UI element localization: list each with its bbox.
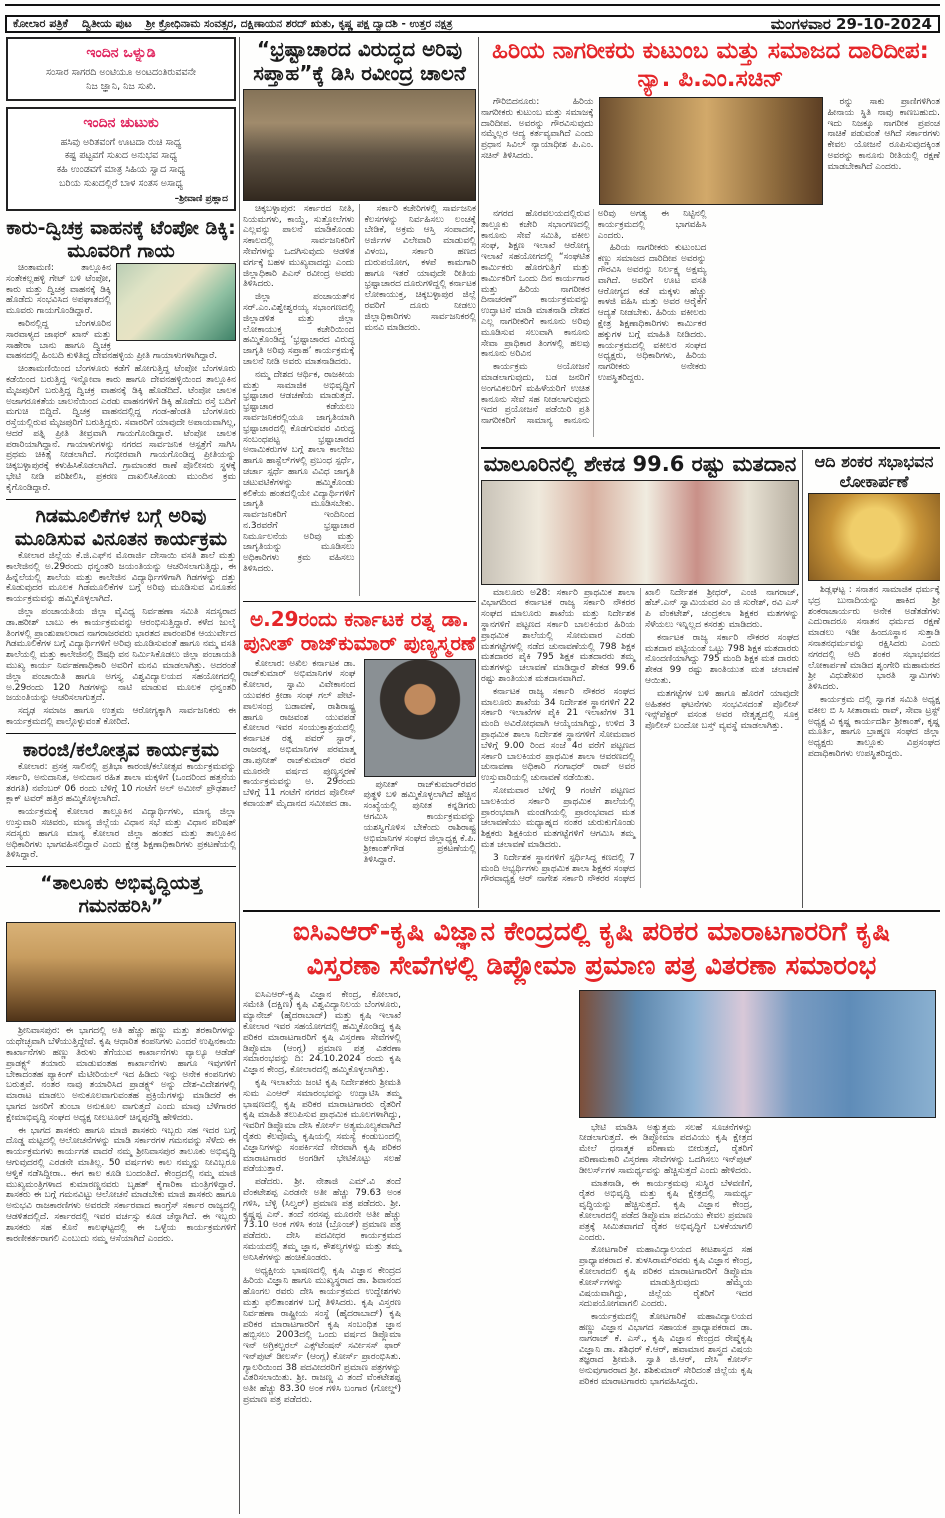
- paragraph: ಈ ಭಾಗದ ಶಾಸಕರು ಹಾಗೂ ಮಾಜಿ ಶಾಸಕರು ಇಬ್ಬರು ಸಹ ಇದರ ಬಗ್ಗೆ ದೊಡ್ಡ ಮಟ್ಟದಲ್ಲಿ ಆಲೋಚನೆಗಳನ್ನು ಮಾಡಿ ಸರ್ಕಾರಗಳ ಗಮನವನ್ನು ಸೆಳೆದು ಈ ಕಾರ್ಯಕ್ರಮಗಳು ಕಾರ್ಯಗತ ವಾದರೆ ನಮ್ಮ ಶ್ರೀನಿವಾಸಪುರ ತಾಲೂಕು ಅಭಿವೃದ್ಧಿ ಆಗುವುದರಲ್ಲಿ ಎರಡನೇ ಮಾತಿಲ್ಲ. 50 ವರ್ಷಗಳು ಕಾಲ ನಮ್ಮನ್ನು ನೀವಿಬ್ಬರೂ ಆಳ್ವಿಕೆ ನಡೆಸಿದ್ದೀರಾ.. ಈಗ ಕಾಲ ಕೂಡಿ ಬಂದಂತಿದೆ. ಕೇಂದ್ರದಲ್ಲಿ ನಮ್ಮ ಮಾಜಿ ಮುಖ್ಯಮಂತ್ರಿಗಳಾದ ಕುಮಾರಣ್ಣನವರು ಬೃಹತ್ ಕೈಗಾರಿಕಾ ಮಂತ್ರಿಗಳಿದ್ದಾರೆ. ಶಾಸಕರು ಈ ಬಗ್ಗೆ ಗಮನವಿಟ್ಟು ಆಲೋಚನೆ ಮಾಡಬೇಕು ಮಾಜಿ ಶಾಸಕರು ಹಾಗೂ ಅನುಭವಿ ರಾಜಕಾರಣಿಗಳು ಅವರದೇ ಸರ್ಕಾರವಾದ ಕಾಂಗ್ರೆಸ್ ಸರ್ಕಾರ ರಾಜ್ಯದಲ್ಲಿ ಆಡಳಿತದಲ್ಲಿದೆ. ಸರ್ಕಾರದಲ್ಲಿ ಇವರ ವರ್ಚಸ್ಸು ಕೂಡ ಚೆನ್ನಾಗಿದೆ. ಈ ಇಬ್ಬರು ಶಾಸಕರು ಸಹ ಕೊನೆ ಕಾಲಘಟ್ಟದಲ್ಲಿ ಈ ಒಳ್ಳೆಯ ಕಾರ್ಯಕ್ರಮಗಳಿಗೆ ಕಾರಣೀಕರ್ತರಾಗಲಿ ಎಂಬುದು ನಮ್ಮ ಆಸೆಯಾಗಿದೆ ಎಂದರು.: [6, 1125, 236, 1244]
- article-maluru: [481, 452, 799, 908]
- paragraph: ಕಾರ್ಯಕ್ರಮ ಅಯೋಜನೆ ಮಾಡಲಾಗುವುದು, ಬಡ ಜನರಿಗೆ ಅಂಗವಿಕಲರಿಗೆ ಮಹಿಳೆಯರಿಗೆ ಉಚಿತ ಕಾನೂನು ಸೇವೆ ಸಹ ನೀಡಲಾಗುವುದು ಇದರ ಪ್ರಯೋಜನೆ ಪಡೆಯಿರಿ ಪ್ರತಿ ನಾಗರೀಕರಿಗೆ ಸಾಮಾನ್ಯ ಕಾನೂನು ಅರಿವು ಅಗತ್ಯ ಈ ನಿಟ್ಟಿನಲ್ಲಿ ಕಾರ್ಯಕ್ರಮದಲ್ಲಿ ಭಾಗವಹಿಸಿ ಎಂದರು.: [481, 209, 707, 427]
- chutuku-author: –ಶ್ರೀವಾಣಿ ಪ್ರಹ್ಲಾದ: [174, 193, 228, 204]
- icar-right-block: [579, 990, 936, 1468]
- icar-body: [243, 990, 940, 1468]
- paragraph: ಕರ್ನಾಟಕ ರಾಜ್ಯ ಸರ್ಕಾರಿ ನೌಕರರ ಸಂಘದ ಮತದಾರ ಪಟ್ಟಿಯಂತೆ ಒಟ್ಟು 798 ಶಿಕ್ಷಕ ಮತದಾರರು ನೊಂದಣಿಯಾಗಿದ್ದು 795 ಮಂದಿ ಶಿಕ್ಷಕ ಮತ ದಾರರು ಶೇಕಡ 99 ರಷ್ಟು ಶಾಂತಿಯುತ ಮತ ಚಲಾವಣೆ ಆಯಿತು.: [645, 632, 799, 686]
- top-border-rule: [5, 4, 940, 6]
- maluru-body: [481, 588, 799, 888]
- seniors-left-text: [481, 97, 594, 205]
- paragraph: ಮತಗಟ್ಟೆಗಳ ಬಳಿ ಹಾಗೂ ಹೊರಗೆ ಯಾವುದೇ ಅಹಿತಕರ ಘಟನೆಗಳು ಸಂಭವಿಸದಂತೆ ಪೊಲೀಸ್ ಇನ್ಸ್‌ಪೆಕ್ಟರ್ ವಸಂತ ಅವರ ನೇತೃತ್ವದಲ್ಲಿ ಸೂಕ್ತ ಪೊಲೀಸ್ ಬಂದೋ ಬಸ್ತ್ ವ್ಯವಸ್ಥೆ ಮಾಡಲಾಗಿತ್ತು.: [645, 688, 799, 732]
- maluru-headline: ಮಾಲೂರಿನಲ್ಲಿ ಶೇಕಡ 99.6 ರಷ್ಟು ಮತದಾನ: [483, 452, 797, 476]
- karanji-body: [6, 762, 236, 861]
- article-taluk: [6, 872, 236, 1244]
- paragraph: ಕೃಷಿ ಇಲಾಖೆಯ ಜಂಟಿ ಕೃಷಿ ನಿರ್ದೇಶಕರು ಶ್ರೀಮತಿ ಸುಮ ಎಂಆರ್ ಸಮಾರಂಭವನ್ನು ಉದ್ಘಾಟಿಸಿ ತಮ್ಮ ಭಾಷಣದಲ್ಲಿ ಕೃಷಿ ಪರಿಕರ ಮಾರಾಟಗಾರರು ರೈತರಿಗೆ ಕೃಷಿ ಮಾಹಿತಿ ತಲುಪಿಸುವ ಪ್ರಾಥಮಿಕ ಮೂಲಗಳಾಗಿದ್ದು, ಇವರಿಗೆ ಡಿಪ್ಲೊಮಾ ದೇಸಿ ಕೋರ್ಸ್ ಅತ್ಯಮೂಲ್ಯಕವಾಗಿದೆ ರೈತರು ಕೆಲವೊಮ್ಮೆ ಕೃಷಿಯಲ್ಲಿ ಸಮಸ್ಯೆ ಕಂಡುಬಂದಲ್ಲಿ ವಿಜ್ಞಾನಿಗಳನ್ನು ಸಂಪರ್ಕಿಸದೆ ನೇರವಾಗಿ ಕೃಷಿ ಪರಿಕರ ಮಾರಾಟಗಾರರ ಅಂಗಡಿಗೆ ಭೇಟಿಕೊಟ್ಟು ಸಲಹೆ ಪಡೆಯುತ್ತಾರೆ.: [243, 1077, 401, 1175]
- seniors-body-columns: [481, 209, 940, 437]
- accident-hospital-photo: [116, 263, 236, 341]
- herbs-body: [6, 551, 236, 728]
- puneeth-left-column: [243, 659, 356, 868]
- paragraph: ತೋಟಗಾರಿಕೆ ಮಹಾವಿದ್ಯಾಲಯದ ಕೀಟಶಾಸ್ತ್ರದ ಸಹ ಪ್ರಾಧ್ಯಾಪಕರಾದ ಕೆ. ತುಳಸಿರಾಮ್‌ರವರು ಕೃಷಿ ವಿಜ್ಞಾನ ಕೇಂದ್ರ, ಕೋಲಾರದಲಿ ಕೃಷಿ ಪರಿಕರ ಮಾರಾಟಗಾರರಿಗೆ ಡಿಪ್ಲೊಮಾ ಕೋರ್ಸ್‌ಗಳನ್ನು ಮಾಡುತ್ತಿರುವುದು ಹೆಮ್ಮೆಯ ವಿಷಯವಾಗಿದ್ದು, ಜಿಲ್ಲೆಯ ರೈತರಿಗೆ ಇದರ ಸದುಪಯೋಗವಾಗಲಿ ಎಂದರು.: [579, 1245, 753, 1310]
- article-pledge: [243, 37, 476, 596]
- chutuku-line-4: ಬರಿಯ ಸುಖದಲ್ಲಿರೆ ಬಾಳ ಸಂತಸ ಅಸಾಧ್ಯ: [59, 177, 183, 189]
- paper-name: ಕೋಲಾರ ಪತ್ರಿಕೆ: [13, 17, 68, 30]
- shankara-body: [808, 585, 940, 760]
- shankara-headline: ಆದಿ ಶಂಕರ ಸಭಾಭವನ ಲೋಕಾರ್ಪಣೆ: [814, 452, 934, 491]
- icar-left-columns: [243, 990, 569, 1468]
- paragraph: ಚಿಕ್ಕಬಳ್ಳಾಪುರ: ಸರ್ಕಾರದ ನೀತಿ, ನಿಯಮಗಳು, ಕಾಯ್ದೆ, ಸುತ್ತೋಲೆಗಳು ಎಲ್ಲವನ್ನು ಪಾಲನೆ ಮಾಡಿಕೊಂಡು ಸಕಾಲದಲ್ಲಿ ಸಾರ್ವಜನಿಕರಿಗೆ ಸೇವೆಗಳನ್ನು ಒದಗಿಸುವುದು ಆಡಳಿತ ವರ್ಗಕ್ಕೆ ಬಹಳ ಮುಖ್ಯವಾದದ್ದು ಎಂದು ಜಿಲ್ಲಾಧಿಕಾರಿ ಪಿಎನ್ ರವೀಂದ್ರ ಅವರು ತಿಳಿಸಿದರು.: [243, 203, 355, 290]
- paragraph: ಪಡೆದರು. ಶ್ರೀ. ನೇತಾಜಿ ಎಮ್.ವಿ ತಂದೆ ವೆಂಕಟೇಶಪ್ಪ ಎರಡನೇ ಅತೀ ಹೆಚ್ಚು 79.63 ಅಂಕ ಗಳಿಸಿ, ಬೆಳ್ಳಿ (ಸಿಲ್ವರ್) ಪ್ರಮಾಣ ಪತ್ರ ಪಡೆದರು. ಶ್ರೀ. ಕೃಷ್ಣಪ್ಪ ಎನ್. ತಂದೆ ನರಸಪ್ಪ ಮೂರನೇ ಅತೀ ಹೆಚ್ಚು 73.10 ಅಂಕ ಗಳಿಸಿ ಕಂಚಿ (ಬ್ರೊಂಜ್) ಪ್ರಮಾಣ ಪತ್ರ ಪಡೆದರು. ದೇಸಿ ಪದವೀಧರ ಕಾರ್ಯಕ್ರಮದ ಸಮಯದಲ್ಲಿ ತಮ್ಮ ಜ್ಞಾನ, ಕೌಶಲ್ಯಗಳನ್ನು ಮತ್ತು ತಮ್ಮ ಅನಿಸಿಕೆಗಳನ್ನು ಹಂಚಿಕೊಂಡರು.: [243, 1177, 401, 1263]
- mid-section-rule: [481, 447, 940, 449]
- accident-body: [6, 263, 236, 494]
- paragraph: ಕಾರ್ಯಕ್ರಮ ದಲ್ಲಿ ಸ್ವಾಗತ ಸಮಿತಿ ಅಧ್ಯಕ್ಷ ವಕೀಲ ಬಿ ಸಿ ಸೀತಾರಾಮ ರಾವ್, ಸೇವಾ ಟ್ರಸ್ಟ್ ಅಧ್ಯಕ್ಷ ವಿ ಕೃಷ್ಣ ಕಾರ್ಯದರ್ಶಿ ಶ್ರೀಕಾಂತ್, ಕೃಷ್ಣ ಮೂರ್ತಿ, ಹಾಗೂ ಬ್ರಾಹ್ಮಣ ಸಂಘದ ಜಿಲ್ಲಾ ಅಧ್ಯಕ್ಷರು ತಾಲ್ಲೂಕು ವಿಪ್ರಸಂಘದ ಪದಾಧಿಕಾರಿಗಳು ಉಪಸ್ಥಿತರಿದ್ದರು.: [808, 695, 940, 759]
- article-karanji: [6, 739, 236, 861]
- pledge-headline: “ಭ್ರಷ್ಟಾಚಾರದ ವಿರುದ್ಧದ ಅರಿವು ಸಪ್ತಾಹ”ಕ್ಕೆ ಡಿಸಿ ರವೀಂದ್ರ ಚಾಲನೆ: [253, 37, 466, 86]
- article-shankara: [808, 452, 940, 908]
- paragraph: ಕರ್ನಾಟಕ ರಾಜ್ಯ ಸರ್ಕಾರಿ ನೌಕರರ ಸಂಘದ ಮಾಲೂರು ಶಾಖೆಯ 34 ನಿರ್ದೇಶಕ ಸ್ಥಾನಗಳಿಗೆ 22 ಸರ್ಕಾರಿ ಇಲಾಖೆಗಳ ಪೈಕಿ 21 ಇಲಾಖೆಗಳ 31 ಮಂದಿ ಅವಿರೋಧವಾಗಿ ಆಯ್ಕೆಯಾಗಿದ್ದು, ಉಳಿದ 3 ಪ್ರಾಥಮಿಕ ಶಾಲಾ ನಿರ್ದೇಶಕ ಸ್ಥಾನಗಳಿಗೆ ಸೋಮವಾರ ಬೆಳಿಗ್ಗೆ 9.00 ರಿಂದ ಸಂಜೆ 4ರ ವರೆಗೆ ಪಟ್ಟಣದ ಸರ್ಕಾರಿ ಬಾಲಕಿಯರ ಪ್ರಾಥಮಿಕ ಶಾಲಾ ಆವರಣದಲ್ಲಿ ಚುನಾವಣಾ ಅಧಿಕಾರಿ ಗಂಗಾಧರ್ ರಾವ್ ಅವರ ಉಸ್ತುವಾರಿಯಲ್ಲಿ ಚುನಾವಣೆ ನಡೆಯಿತು.: [481, 686, 635, 784]
- paragraph: ಭೇಟಿ ಮಾಡಿಸಿ ಅತ್ಯುತ್ತಮ ಸಲಹೆ ಸೂಚನೆಗಳನ್ನು ನೀಡಲಾಗುತ್ತದೆ. ಈ ಡಿಪ್ಲೋಮಾ ಪದವಿಯು ಕೃಷಿ ಕ್ಷೇತ್ರದ ಮೇಲೆ ಧನಾತ್ಮಕ ಪರಿಣಾಮ ಬೀರುತ್ತದೆ, ರೈತರಿಗೆ ಪರಿಣಾಮಕಾರಿ ವಿಸ್ತರಣಾ ಸೇವೆಗಳನ್ನು ಒದಗಿಸಲು ಇನ್‌ಪುಟ್ ಡೀಲರ್ಸ್‌ಗಳ ಸಾಮರ್ಥ್ಯವನ್ನು ಹೆಚ್ಚಿಸುತ್ತದೆ ಎಂದು ಹೇಳಿದರು.: [579, 1122, 753, 1176]
- column-divider: [478, 37, 479, 908]
- puneeth-portrait-photo: [364, 659, 477, 777]
- shankara-chariot-photo: [808, 493, 940, 581]
- paragraph: ಮಾತನಾಡಿ, ಈ ಕಾರ್ಯಕ್ರಮವು ಸುಸ್ಥಿರ ಬೆಳವಣಿಗೆ, ರೈತರ ಅಭಿವೃದ್ಧಿ ಮತ್ತು ಕೃಷಿ ಕ್ಷೇತ್ರದಲ್ಲಿ ಸಾಮರ್ಥ್ಯ ವೃದ್ಧಿಯನ್ನು ಹೆಚ್ಚಿಸುತ್ತದೆ. ಕೃಷಿ ವಿಜ್ಞಾನ ಕೇಂದ್ರ, ಕೋಲಾರದಲ್ಲಿ ಪಡೆದ ಡಿಪ್ಲೊಮಾ ಪದವಿಯು ಕೇವಲ ಪ್ರಮಾಣ ಪತ್ರಕ್ಕೆ ಸೀಮಿತವಾಗದೆ ರೈತರ ಅಭಿವೃದ್ಧಿಗೆ ಬಳಕೆಯಾಗಲಿ ಎಂದರು.: [579, 1178, 753, 1243]
- almanac-line: ಶ್ರೀ ಕ್ರೋಧಿನಾಮ ಸಂವತ್ಸರ, ದಕ್ಷಿಣಾಯನ ಶರದ್ ಋತು, ಕೃಷ್ಣ ಪಕ್ಷ ದ್ವಾದಶಿ - ಉತ್ತರ ನಕ್ಷತ್ರ: [145, 17, 453, 30]
- paragraph: 3 ನಿರ್ದೇಶಕ ಸ್ಥಾನಗಳಿಗೆ ಸ್ಪರ್ಧಿಸಿದ್ದ ಕಣದಲ್ಲಿ 7 ಮಂದಿ ಅಭ್ಯರ್ಥಿಗಳು ಪ್ರಾಥಮಿಕ ಶಾಲಾ ಶಿಕ್ಷಕರ ಸಂಘದ ಗೌರವಾಧ್ಯಕ್ಷ ಆರ್ ನಾಗೇಶ ಸರ್ಕಾರಿ ನೌಕರರ ಸಂಘದ ಖಾಲಿ ನಿರ್ದೇಶಕ ಶ್ರೀಧರ್, ಎಂಜಿ ನಾಗರಾಜ್, ಹೆಚ್.ಎನ್ ಸ್ವಾಮಿಯವರ ಎಂ ಜಿ ಸುರೇಶ್, ರವಿ ಎಸ್ ಪಿ ವೆಂಕಟೇಶ್, ಚಂದ್ರಕಲಾ ಶಿಕ್ಷಕರ ಮತಗಳನ್ನು ಸೆಳೆಯಲು ಇನ್ನಿಲ್ಲದ ಕಸರತ್ತು ಮಾಡಿದರು.: [481, 587, 799, 885]
- anti-corruption-pledge-photo: [243, 89, 476, 201]
- chutuku-box-title: ಇಂದಿನ ಚುಟುಕು: [83, 114, 159, 131]
- paragraph: ನಗರದ ಹೊರವಲಯದಲ್ಲಿರುವ ತಾಲ್ಲೂಕು ಕಚೇರಿ ಸಭಾಂಗಣದಲ್ಲಿ ಕಾನೂನು ಸೇವೆ ಸಮಿತಿ, ವಕೀಲ ಸಂಘ, ಶಿಕ್ಷಣ ಇಲಾಖೆ ಆರೋಗ್ಯ ಇಲಾಖೆ ಸಹಯೋಗದಲ್ಲಿ “ಸಂಘಟಿತ ಕಾರ್ಮಿಕರು ಹೊರಗುತ್ತಿಗೆ ಮತ್ತು ಕಾರ್ಮಿಕರಿಗೆ ಒಂದು ದಿನ ಕಾರ್ಯಗಾರ ಮತ್ತು ಹಿರಿಯ ನಾಗರೀಕರ ದಿನಾಚರಣೆ” ಕಾರ್ಯಕ್ರಮವನ್ನು ಉದ್ಘಾಟನೆ ಮಾಡಿ ಮಾತನಾಡಿ ದೇಶದ ಎಲ್ಲ ನಾಗರೀಕರಿಗೆ ಕಾನೂನು ಅರಿವು ಮೂಡಿಸುವ ಸಲುವಾಗಿ ಕಾನೂನು ಸೇವಾ ಪ್ರಾಧಿಕಾರ ತಿಂಗಳಲ್ಲಿ ಹಲವು ಕಾನೂನು ಅರಿವಿನ: [481, 209, 590, 360]
- paragraph: ಜಿಲ್ಲಾ ಪಂಚಾಯತಿಯ ಜಿಲ್ಲಾ ವೈವಿಧ್ಯ ನಿರ್ವಹಣಾ ಸಮಿತಿ ಸದಸ್ಯರಾದ ಡಾ.ಹರೀಶ್ ಬಾಬು ಈ ಕಾರ್ಯಕ್ರಮವನ್ನು ಆರಂಭಿಸುತ್ತಿದ್ದಾರೆ. ಕಳೆದ ಜುಲೈ ತಿಂಗಳಲ್ಲಿ ಪ್ರಾಂಶುಪಾಲರಾದ ನಾಗರಾಜರವರು ಭಾರತದ ಪಾರಂಪರಿಕ ಆಯುರ್ವೇದ ಗಿಡಮೂಲಿಕೆಗಳ ಬಗ್ಗೆ ವಿದ್ಯಾರ್ಥಿಗಳಿಗೆ ಅರಿವು ಮೂಡಿಸುವಂತೆ ಹಾಗೂ ನಮ್ಮ ವಸತಿ ಶಾಲೆಯಲ್ಲಿ ಮತ್ತು ಕಾಲೇಜಿನಲ್ಲಿ ಔಷಧಿ ವನ ನಿರ್ಮಿಸಿಕೊಡಲು ಜಿಲ್ಲಾ ಪಂಚಾಯತಿ ಮುಖ್ಯ ಕಾರ್ಯ ನಿರ್ವಹಣಾಧಿಕಾರಿ ಅವರಿಗೆ ಮನವಿ ಮಾಡಲಾಗಿತ್ತು. ಅದರಂತೆ ಜಿಲ್ಲಾ ಪಂಚಾಯಿತಿ ಹಾಗೂ ಅಗಸ್ತ್ಯ ವಿಶ್ವವಿದ್ಯಾಲಯದ ಸಹಯೋಗದಲ್ಲಿ ಅ.29ರಂದು 120 ಗಿಡಗಳನ್ನು ನಾಟಿ ಮಾಡುವ ಮೂಲಕ ಧನ್ವಂತರಿ ಜಯಂತಿಯನ್ನು ಆಚರಿಸಲಾಗುತ್ತದೆ.: [6, 607, 236, 704]
- puneeth-right-column: [364, 659, 477, 868]
- paragraph: ಅಧ್ಯಕ್ಷೀಯ ಭಾಷಣದಲ್ಲಿ ಕೃಷಿ ವಿಜ್ಞಾನ ಕೇಂದ್ರದ ಹಿರಿಯ ವಿಜ್ಞಾನಿ ಹಾಗೂ ಮುಖ್ಯಸ್ಥರಾದ ಡಾ. ಶಿವಾನಂದ ಹೊಂಗಲ ರವರು ದೇಸಿ ಕಾರ್ಯಕ್ರಮದ ಉದ್ದೇಶಗಳು ಮತ್ತು ಫಲಿತಾಂಶಗಳ ಬಗ್ಗೆ ತಿಳಿಸಿದರು. ಕೃಷಿ ವಿಸ್ತರಣ ನಿರ್ವಹಣಾ ರಾಷ್ಟ್ರೀಯ ಸಂಸ್ಥೆ (ಹೈದರಾಬಾದ್) ಕೃಷಿ ಪರಿಕರ ಮಾರಾಟಗಾರರಿಗೆ ಕೃಷಿ ಸಂಬಂಧಿತ ಜ್ಞಾನ ಹಬ್ಬಿಸಲು 2003ದಲ್ಲಿ ಒಂದು ವರ್ಷದ ಡಿಪ್ಲೊಮಾ ಇನ್ ಅಗ್ರಿಕಲ್ಚರಲ್ ಎಕ್ಸ್‌ಟೆಂಷನ್ ಸರ್ವೀಸಸ್ ಫಾರ್ ಇನ್‌ಪುಟ್ ಡೀಲರ್ಸ್ (ಆಂಗ್ಲ) ಕೋರ್ಸ್ ಪ್ರಾರಂಭಿಸಿತು. ಗ್ಯಾಲರಿಯಿಂದ 38 ಪದವೀದರರಿಗೆ ಪ್ರಮಾಣ ಪತ್ರಗಳನ್ನು ವಿತರಿಸಲಾಯಿತು. ಶ್ರೀ. ರಾಜಣ್ಣ ವಿ ತಂದೆ ವೆಂಕಟೇಶಪ್ಪ ಅತೀ ಹೆಚ್ಚು 83.30 ಅಂಕ ಗಳಿಸಿ ಬಂಗಾರ (ಗೋಲ್ಡ್) ಪ್ರಮಾಣ ಪತ್ರ ಪಡೆದರು.: [243, 1265, 401, 1406]
- paragraph: ಕೋಲಾರ: ಪ್ರಸಕ್ತ ಸಾಲಿನಲ್ಲಿ ಪ್ರತಿಭಾ ಕಾರಂಜಿ/ಕಲೋತ್ಸವ ಕಾರ್ಯಕ್ರಮವನ್ನು ಸರ್ಕಾರಿ, ಅನುದಾನಿತ, ಅನುದಾನ ರಹಿತ ಶಾಲಾ ಮಕ್ಕಳಿಗೆ (ಒಂದರಿಂದ ಹತ್ತನೆಯ ತರಗತಿ) ನವೆಂಬರ್ 06 ರಂದು ಬೆಳಿಗ್ಗೆ 10 ಗಂಟೆಗೆ ಅಲ್ ಅಮೀನ್ ಪ್ರೌಢಶಾಲೆ ಕ್ಲಾಕ್ ಟವರ್ ಹತ್ತಿರ ಹಮ್ಮಿಕೊಳ್ಳಲಾಗಿದೆ.: [6, 761, 236, 805]
- chutuku-line-2: ಕಷ್ಟ ಪಟ್ಟವಗೆ ಸುಖದ ಅನುಭವ ಸಾಧ್ಯ: [64, 150, 178, 162]
- icar-certificate-ceremony-photo: [579, 990, 936, 1118]
- seniors-photo-row: [481, 97, 940, 205]
- article-accident: [6, 217, 236, 494]
- maluru-garland-group-photo: [481, 480, 799, 585]
- paragraph: ಕೋಲಾರ ಜಿಲ್ಲೆಯ ಕೆ.ಜಿ.ಎಫ್‌ನ ಮೊರಾರ್ಜಿ ದೇಸಾಯಿ ವಸತಿ ಶಾಲೆ ಮತ್ತು ಕಾಲೇಜಿನಲ್ಲಿ ಅ.29ರಂದು ಧನ್ವಂತರಿ ಜಯಂತಿಯನ್ನು ಆಚರಿಸಲಾಗುತ್ತಿದ್ದು, ಈ ಹಿನ್ನೆಲೆಯಲ್ಲಿ ಶಾಲೆಯ ಮತ್ತು ಕಾಲೇಜಿನ ವಿದ್ಯಾರ್ಥಿಗಳಿಗಾಗಿ ಗಿಡಗಳನ್ನು ದತ್ತು ಕೊಡುವುದರ ಮೂಲಕ ಗಿಡಮೂಲಿಕೆಗಳ ಬಗ್ಗೆ ಅರಿವು ಮೂಡಿಸುವ ವಿನೂತನ ಕಾರ್ಯಕ್ರಮವನ್ನು ಹಮ್ಮಿಕೊಳ್ಳಲಾಗಿದೆ.: [6, 551, 236, 605]
- herbs-headline: ಗಿಡಮೂಲಿಕೆಗಳ ಬಗ್ಗೆ ಅರಿವು ಮೂಡಿಸುವ ವಿನೂತನ ಕಾರ್ಯಕ್ರಮ: [14, 504, 228, 550]
- quote-line-1: ಸಂಸಾರ ಸಾಗರದಿ ಅಂಟಿಯೂ ಅಂಟದಂತಿರುವವನೇ: [45, 67, 197, 78]
- paragraph: ಕಾರ್ಯಕ್ರಮಕ್ಕೆ ಕೋಲಾರ ತಾಲ್ಲೂಕಿನ ವಿದ್ಯಾರ್ಥಿಗಳು, ಮಾನ್ಯ ಜಿಲ್ಲಾ ಉಸ್ತುವಾರಿ ಸಚಿವರು, ಮಾನ್ಯ ಜಿಲ್ಲೆಯ ವಿಧಾನ ಸಭೆ ಮತ್ತು ವಿಧಾನ ಪರಿಷತ್ ಸದಸ್ಯರು ಹಾಗೂ ಮಾನ್ಯ ಕೋಲಾರ ಜಿಲ್ಲಾ ಹಂತದ ಮತ್ತು ತಾಲ್ಲೂಕಿನ ಅಧಿಕಾರಿಗಳು ಭಾಗವಹಿಸಲಿದ್ದಾರೆ ಎಂದು ಕ್ಷೇತ್ರ ಶಿಕ್ಷಣಾಧಿಕಾರಿಗಳು ಪ್ರಕಟಣೆಯಲ್ಲಿ ತಿಳಿಸಿದ್ದಾರೆ.: [6, 807, 236, 861]
- paragraph: ಸದೃಢ ಸಮಾಜ ಹಾಗೂ ಉತ್ತಮ ಆರೋಗ್ಯಕ್ಕಾಗಿ ಸಾರ್ವಜನಿಕರು ಈ ಕಾರ್ಯಕ್ರಮದಲ್ಲಿ ಪಾಲ್ಗೊಳ್ಳುವಂತೆ ಕೋರಿದೆ.: [6, 706, 236, 727]
- paragraph: ಕಾರಿನಲ್ಲಿದ್ದ ಬೆಂಗಳೂರಿನ ಸಾರವಾಳ್ಯದ ಜಾಫರ್ ಖಾನ್ ಮತ್ತು ಸಾಹೇರಾ ಬಾನು ಹಾಗೂ ದ್ವಿಚಕ್ರ ವಾಹನದಲ್ಲಿ ಹಿಂಬದಿ ಕುಳಿತಿದ್ದ ದೇವನಹಳ್ಳಿಯ ಪ್ರೀತಿ ಗಾಯಾಳುಗಳಾಗಿದ್ದಾರೆ.: [6, 318, 218, 362]
- article-seniors: [481, 37, 940, 445]
- masthead: [5, 15, 940, 33]
- chutuku-line-3: ಕಹಿ ಉಂಡವಗೆ ಮಾತ್ರ ಸಿಹಿಯ ಸ್ವಾದ ಸಾಧ್ಯ: [56, 164, 186, 176]
- seniors-right-text: [828, 97, 941, 205]
- paragraph: ಕಾರ್ಯಕ್ರಮದಲ್ಲಿ ತೋಟಗಾರಿಕೆ ಮಹಾವಿದ್ಯಾಲಯದ ಹಣ್ಣು ವಿಜ್ಞಾನ ವಿಭಾಗದ ಸಹಾಯಕ ಪ್ರಾಧ್ಯಾಪಕರಾದ ಡಾ. ನಾಗರಾಜ್ ಕೆ. ಎಸ್., ಕೃಷಿ ವಿಜ್ಞಾನ ಕೇಂದ್ರದ ರೇಷ್ಮೆಕೃಷಿ ವಿಜ್ಞಾನಿ ಡಾ. ಶಶಿಧರ್ ಕೆ.ಆರ್, ಹವಾಮಾನ ಶಾಸ್ತ್ರದ ವಿಷಯ ತಜ್ಞರಾದ ಶ್ರೀಮತಿ. ಸ್ವಾತಿ ಜಿ.ಆರ್, ದೇಸಿ ಕೋರ್ಸ್ ಅನುವುಗಾರರಾದ ಶ್ರೀ. ಶಶಿಕುಮಾರ್ ಸೇರಿದಂತೆ ಜಿಲ್ಲೆಯ ಕೃಷಿ ಪರಿಕರ ಮಾರಾಟಗಾರರು ಭಾಗವಹಿಸಿದ್ದರು.: [579, 1312, 753, 1387]
- divider-rule: [6, 866, 236, 867]
- karanji-headline: ಕಾರಂಜಿ/ಕಲೋತ್ಸವ ಕಾರ್ಯಕ್ರಮ: [22, 738, 220, 761]
- paragraph: ಶ್ರೀನಿವಾಸಪುರ: ಈ ಭಾಗದಲ್ಲಿ ಅತಿ ಹೆಚ್ಚು ಹಣ್ಣು ಮತ್ತು ತರಕಾರಿಗಳನ್ನು ಯಥೇಚ್ಛವಾಗಿ ಬೆಳೆಯುತ್ತಿದ್ದೇವೆ. ಕೃಷಿ ಆಧಾರಿತ ಕಂಪನಿಗಳು ಎಂದರೆ ಉಪ್ಪಿನಕಾಯಿ ಕಾರ್ಖಾನೆಗಳು ಹಣ್ಣು ತಿರುಳು ತೆಗೆಯುವ ಕಾರ್ಖಾನೆಗಳು ವ್ಯಾಲ್ಯೂ ಆಡೆಡ್ ಪ್ರಾಡಕ್ಟ್ಸ್ ತಯಾರು ಮಾಡುವಂತಹ ಕಾರ್ಖಾನೆಗಳು ಹಾಗೂ ಇವುಗಳಿಗೆ ಬೇಕಾದಂತಹ ಪ್ಯಾಕಿಂಗ್ ಮೆಟೀರಿಯಲ್ ಇದ ಹಿಡಿದು ಇನ್ನು ಅನೇಕ ಕಂಪನಿಗಳು ಬರುತ್ತವೆ. ನಂತರ ನಾವು ತಯಾರಿಸಿದ ಪ್ರಾಡಕ್ಟ್ಸ್ ಅನ್ನು ದೇಶ-ವಿದೇಶಗಳಲ್ಲಿ ಮಾರಾಟ ಮಾಡಲು ಅನುಕೂಲವಾಗುವಂತಹ ಪ್ರಕ್ರಿಯೆಗಳನ್ನು ಮಾಡಿದರೆ ಈ ಭಾಗದ ಜನರಿಗೆ ತುಂಬಾ ಅನುಕೂಲ ವಾಗುತ್ತದೆ ಎಂದು ಮಾವು ಬೆಳೆಗಾರರ ಕ್ಷೇಮಾಭಿವೃದ್ಧಿ ಸಂಘದ ಅಧ್ಯಕ್ಷ ನೀಲಟೂರ್ ಚಿನ್ನಪ್ಪರೆಡ್ಡಿ ಹೇಳಿದರು.: [6, 1026, 236, 1123]
- todays-chutuku-box: [6, 107, 236, 211]
- divider-rule: [6, 499, 236, 500]
- article-puneeth: [243, 607, 476, 868]
- puneeth-headline: ಅ.29ರಂದು ಕರ್ನಾಟಕ ರತ್ನ ಡಾ. ಪುನೀತ್ ರಾಜ್‌ಕುಮಾರ್ ಪುಣ್ಯಸ್ಮರಣೆ: [243, 606, 476, 656]
- paragraph: ಮಾಲೂರು ಅ28: ಸರ್ಕಾರಿ ಪ್ರಾಥಮಿಕ ಶಾಲಾ ವಿಭಾಗದಿಂದ ಕರ್ನಾಟಕ ರಾಜ್ಯ ಸರ್ಕಾರಿ ನೌಕರರ ಸಂಘದ ಮಾಲೂರು ಶಾಖೆಯ ಮತ್ತು ನಿರ್ದೇಶಕ ಸ್ಥಾನಗಳಿಗೆ ಪಟ್ಟಣದ ಸರ್ಕಾರಿ ಬಾಲಕಿಯರ ಹಿರಿಯ ಪ್ರಾಥಮಿಕ ಶಾಲೆಯಲ್ಲಿ ಸೋಮವಾರ ಎರಡು ಮತಗಟ್ಟೆಗಳಲ್ಲಿ ನಡೆದ ಚುನಾವಣೆಯಲ್ಲಿ 798 ಶಿಕ್ಷಕ ಮತದಾರರ ಪೈಕಿ 795 ಶಿಕ್ಷಕ ಮತದಾರರು ತಮ್ಮ ಮತಗಳನ್ನು ಚಲಾವಣೆ ಮಾಡಿದ್ದಾರೆ ಶೇಕಡ 99.6 ರಷ್ಟು ಶಾಂತಿಯುತ ಮತದಾನವಾಗಿದೆ.: [481, 587, 635, 684]
- accident-headline: ಕಾರು-ದ್ವಿಚಕ್ರ ವಾಹನಕ್ಕೆ ಟೆಂಪೋ ಡಿಕ್ಕಿ: ಮೂವರಿಗೆ ಗಾಯ: [6, 216, 236, 262]
- divider-rule: [243, 601, 476, 602]
- paragraph: ಐಸಿಎಆರ್-ಕೃಷಿ ವಿಜ್ಞಾನ ಕೇಂದ್ರ, ಕೋಲಾರ, ಸಮೇತಿ (ದಕ್ಷಿಣ) ಕೃಷಿ ವಿಶ್ವವಿದ್ಯಾನಿಲಯ ಬೆಂಗಳೂರು, ಮ್ಯಾನೇಜ್ (ಹೈದರಾಬಾದ್) ಮತ್ತು ಕೃಷಿ ಇಲಾಖೆ ಕೋಲಾರ ಇವರ ಸಹಯೋಗದಲ್ಲಿ ಹಮ್ಮಿಕೊಂಡಿದ್ದ ಕೃಷಿ ಪರಿಕರ ಮಾರಾಟಗಾರರಿಗೆ ಕೃಷಿ ವಿಸ್ತರಣಾ ಸೇವೆಗಳಲ್ಲಿ ಡಿಪ್ಲೊಮಾ (ಆಂಗ್ಲ) ಪ್ರಮಾಣ ಪತ್ರ ವಿತರಣಾ ಸಮಾರಂಭವನ್ನು ದಿ: 24.10.2024 ರಂದು ಕೃಷಿ ವಿಜ್ಞಾನ ಕೇಂದ್ರ, ಕೋಲಾರದಲ್ಲಿ ಹಮ್ಮಿಕೊಳ್ಳಲಾಗಿತ್ತು.: [243, 989, 401, 1076]
- taluk-leaders-photo: [6, 922, 236, 1022]
- paragraph: ರನ್ನು ಸಾಕು ಪ್ರಾಣಿಗಳಿಗಿಂತ ಹೀನಾಯ ಸ್ಥಿತಿ ನಾವು ಕಾಣಬಹುದು. ಇದು ನಿಜಕ್ಕೂ ನಾಗರೀಕ ಪ್ರಪಂಚ ನಾಚಿಕೆ ಪಡುವಂತೆ ಆಗಿದೆ ಸರ್ಕಾರಗಳು ಕೇವಲ ಯೋಜನೆ ರೂಪಿಸುವುದಕ್ಕಿಂತ ಅವರನ್ನು ಕಾನೂನು ರೀತಿಯಲ್ಲಿ ರಕ್ಷಣೆ ಮಾಡಬೇಕಾಗಿದೆ ಎಂದರು.: [827, 97, 940, 172]
- paragraph: ಹಿರಿಯ ನಾಗರೀಕರು ಕುಟುಂಬದ ಕಣ್ಣು ಸಮಾಜದ ದಾರಿದೀಪ ಅವರನ್ನು ಗೌರವಿಸಿ ಅವರನ್ನು ನಿರ್ಲಕ್ಷ್ಯ ಅಕ್ಷಮ್ಯ ವಾಗಿದೆ. ಅವರಿಗೆ ಊಟ ವಸತಿ ಆರೋಗ್ಯದ ಕಡೆ ಮಕ್ಕಳು ಹೆಚ್ಚು ಕಾಳಜಿ ವಹಿಸಿ ಮತ್ತು ಅವರ ಆರೈಕೆಗೆ ಆದ್ಯತೆ ನೀಡಬೇಕು. ಹಿರಿಯ ವಕೀಲರು ಕ್ಷೇತ್ರ ಶಿಕ್ಷಣಾಧಿಕಾರಿಗಳು ಕಾರ್ಮಿಕರ ಹಕ್ಕುಗಳ ಬಗ್ಗೆ ಮಾಹಿತಿ ನೀಡಿದರು. ಕಾರ್ಯಕ್ರಮದಲ್ಲಿ ವಕೀಲರ ಸಂಘದ ಅಧ್ಯಕ್ಷರು, ಅಧಿಕಾರಿಗಳು, ಹಿರಿಯ ನಾಗರೀಕರು ಅನೇಕರು ಉಪಸ್ಥಿತರಿದ್ದರು.: [597, 243, 707, 384]
- article-herbs: [6, 505, 236, 728]
- paragraph: ಚಿಂತಾಮಣಿ: ತಾಲ್ಲೂಕಿನ ಸಂತೇಕಲ್ಲಹಳ್ಳಿ ಗೇಟ್ ಬಳಿ ಟೆಂಪೋ, ಕಾರು ಮತ್ತು ದ್ವಿಚಕ್ರ ವಾಹನಕ್ಕೆ ಡಿಕ್ಕಿ ಹೊಡೆದು ಸಂಭವಿಸಿದ ಅಪಘಾತದಲ್ಲಿ ಮೂವರು ಗಾಯಗೊಂಡಿದ್ದಾರೆ.: [6, 262, 111, 317]
- lamp-lighting-photo: [599, 97, 823, 205]
- column-divider: [802, 450, 803, 908]
- icar-right-columns: [579, 1123, 936, 1465]
- column-divider: [239, 37, 240, 1514]
- paragraph: ಶಿಡ್ಲಘಟ್ಟ : ಸನಾತನ ಸಾಮಾಜಿಕ ಧರ್ಮಕ್ಕೆ ಭದ್ರ ಬುನಾದಿಯನ್ನು ಹಾಕಿದ ಶ್ರೀ ಶಂಕರಾಚಾರ್ಯರು ಅನೇಕ ಅಡೆತಡೆಗಳು ಎದುರಾದರೂ ಸನಾತನ ಧರ್ಮದ ರಕ್ಷಣೆ ಮಾಡಲು ಇಡೀ ಹಿಂದೂಸ್ಥಾನ ಸುತ್ತಾಡಿ ಸನಾತನಧರ್ಮವನ್ನು ರಕ್ಷಿಸಿದರು ಎಂದು ನಗರದಲ್ಲಿ ಆದಿ ಶಂಕರ ಸಭಾಭವನದ ಲೋಕಾರ್ಪಣೆ ಮಾಡಿದ ಶೃಂಗೇರಿ ಮಹಾಮಠದ ಶ್ರೀ ವಿಧುಶೇಖರ ಭಾರತಿ ಸ್ವಾಮಿಗಳು ತಿಳಿಸಿದರು.: [808, 585, 940, 693]
- paragraph: ಗೌರಿಬಿದನೂರು: ಹಿರಿಯ ನಾಗರೀಕರು ಕುಟುಂಬ ಮತ್ತು ಸಮಾಜಕ್ಕೆ ದಾರಿದೀಪ. ಅವರನ್ನು ಗೌರವಿಸುವುದು ನಮ್ಮೆಲ್ಲರ ಆದ್ಯ ಕರ್ತವ್ಯವಾಗಿದೆ ಎಂದು ಪ್ರಧಾನ ಸಿವಿಲ್ ನ್ಯಾಯಾಧೀಶ ಪಿ.ಎಂ. ಸಚಿನ್ ತಿಳಿಸಿದರು.: [481, 97, 594, 162]
- paragraph: ಸರ್ಕಾರಿ ಕಚೇರಿಗಳಲ್ಲಿ ಸಾರ್ವಜನಿಕ ಕೆಲಸಗಳನ್ನು ನಿರ್ವಹಿಸಲು ಲಂಚಕ್ಕೆ ಬೇಡಿಕೆ, ಅಕ್ರಮ ಆಸ್ತಿ ಸಂಪಾದನೆ, ಅರ್ಜಿಗಳ ವಿಲೇವಾರಿ ಮಾಡುವಲ್ಲಿ ವಿಳಂಬ, ಸರ್ಕಾರಿ ಹಣದ ದುರುಪಯೋಗ, ಕಳಪೆ ಕಾಮಗಾರಿ ಹಾಗೂ ಇತರೆ ಯಾವುದೇ ರೀತಿಯ ಭ್ರಷ್ಟಾಚಾರದ ದೂರುಗಳಿದ್ದಲ್ಲಿ ಕರ್ನಾಟಕ ಲೋಕಾಯುಕ್ತ, ಚಿಕ್ಕಬಳ್ಳಾಪುರ ಜಿಲ್ಲೆ ರವರಿಗೆ ದೂರು ನೀಡಲು ಜಿಲ್ಲಾಧಿಕಾರಿಗಳು ಸಾರ್ವಜನಿಕರಲ್ಲಿ ಮನವಿ ಮಾಡಿದರು.: [364, 203, 476, 333]
- seniors-headline: ಹಿರಿಯ ನಾಗರೀಕರು ಕುಟುಂಬ ಮತ್ತು ಸಮಾಜದ ದಾರಿದೀಪ: ನ್ಯಾ. ಪಿ.ಎಂ.ಸಚಿನ್: [492, 38, 929, 93]
- paragraph: ನಮ್ಮ ದೇಶದ ಆರ್ಥಿಕ, ರಾಜಕೀಯ ಮತ್ತು ಸಾಮಾಜಿಕ ಅಭಿವೃದ್ಧಿಗೆ ಭ್ರಷ್ಟಾಚಾರ ಆಡಚಣೆಯ ಮಾಡುತ್ತದೆ. ಭ್ರಷ್ಟಾಚಾರ ಕಡೆಯಲು ಸಾರ್ವಜನಿಕರಲ್ಲಿಯೂ ಜಾಗೃತಿಯಾಗಿ ಭ್ರಷ್ಟಾಚಾರದಲ್ಲಿ ಕೊಡಗುವವರ ವಿರುದ್ಧ ಸಂಬಂಧಪಟ್ಟ ಭ್ರಷ್ಟಾಚಾರದ ಅನಾಮಿಕರುಗಳ ಬಗ್ಗೆ ಶಾಲಾ ಕಾಲೇಜು ಹಾಗೂ ಹಾಸ್ಟೆಲ್‌ಗಳಲ್ಲಿ ಪ್ರಬಂಧ ಸ್ಪರ್ಧೆ, ಚರ್ಚಾ ಸ್ಪರ್ಧೆ ಹಾಗೂ ವಿವಿಧ ಜಾಗೃತಿ ಚಟುವಟಿಕೆಗಳನ್ನು ಹಮ್ಮಿಕೊಂಡು ಕಲಿಕೆಯ ಹಂತದಲ್ಲಿಯೇ ವಿದ್ಯಾರ್ಥಿಗಳಿಗೆ ಜಾಗೃತಿ ಮೂಡಿಸಬೇಕು. ಸಾರ್ವಜನಿಕರಿಗೆ ಇಂದಿನಿಂದ ನ.3ರವರೆಗೆ ಭ್ರಷ್ಟಾಚಾರ ನಿರ್ಮೂಲನೆಯ ಅರಿವು ಮತ್ತು ಜಾಗೃತಿಯನ್ನು ಮೂಡಿಸಲು ಅಧಿಕಾರಿಗಳು ಕ್ರಮ ವಹಿಸಲು ತಿಳಿಸಿದರು.: [243, 369, 355, 575]
- quote-line-2: ನಿಜ ಜ್ಞಾನಿ, ನಿಜ ಸುಖಿ.: [86, 80, 156, 92]
- quote-box-title: ಇಂದಿನ ಒಳ್ನುಡಿ: [86, 45, 156, 61]
- todays-quote-box: [6, 37, 236, 101]
- date-label: ಮಂಗಳವಾರ 29-10-2024: [770, 15, 932, 33]
- paragraph: ಸೋಮವಾರ ಬೆಳಿಗ್ಗೆ 9 ಗಂಟೆಗೆ ಪಟ್ಟಣದ ಬಾಲಕಿಯರ ಸರ್ಕಾರಿ ಪ್ರಾಥಮಿಕ ಶಾಲೆಯಲ್ಲಿ ಪ್ರಾರಂಭವಾಗಿ ಮಂಡಗಿಯಲ್ಲಿ ಪ್ರಾರಂಭವಾದ ಮತ ಚಲಾವಣೆಯು ಮಧ್ಯಾಹ್ನದ ನಂತರ ಚುರುಕುಗೊಂಡು ಶಿಕ್ಷಕರು ಶಿಕ್ಷಕಿಯರ ಮತಗಟ್ಟೆಗಳಿಗೆ ಆಗಮಿಸಿ ತಮ್ಮ ಮತ ಚಲಾವಣೆ ಮಾಡಿದರು.: [481, 785, 635, 850]
- paragraph: ಜಿಲ್ಲಾ ಪಂಚಾಯತ್‌ನ ಸರ್.ಎಂ.ವಿಶ್ವೇಶ್ವರಯ್ಯ ಸಭಾಂಗಣದಲ್ಲಿ ಜಿಲ್ಲಾಡಳಿತ ಮತ್ತು ಜಿಲ್ಲಾ ಲೋಕಾಯುಕ್ತ ಕಚೇರಿಯಿಂದ ಹಮ್ಮಿಕೊಂಡಿದ್ದ ‘ಭ್ರಷ್ಟಾಚಾರದ ವಿರುದ್ಧ ಜಾಗೃತಿ ಅರಿವು ಸಪ್ತಾಹ’ ಕಾರ್ಯಕ್ರಮಕ್ಕೆ ಚಾಲನೆ ನೀಡಿ ಅವರು ಮಾತನಾಡಿದರು.: [243, 292, 355, 367]
- paragraph: ಚಿಂತಾಮಣಿಯಿಂದ ಬೆಂಗಳೂರು ಕಡೆಗೆ ಹೋಗುತ್ತಿದ್ದ ಟೆಂಪೋ ಬೆಂಗಳೂರು ಕಡೆಯಿಂದ ಬರುತ್ತಿದ್ದ ಇನ್ನೋವಾ ಕಾರು ಹಾಗೂ ದೇವನಹಳ್ಳಿಯಿಂದ ತಾಲ್ಲೂಕಿನ ಮೈಜಪುರಿಗೆ ಬರುತ್ತಿದ್ದ ದ್ವಿಚಕ್ರ ವಾಹನಕ್ಕೆ ಡಿಕ್ಕಿ ಹೊಡೆದಿದೆ. ಟೆಂಪೋ ಚಾಲಕ ಅಜಾಗರೂಕತೆಯ ಚಾಲನೆಯಿಂದ ಎರಡು ವಾಹನಗಳಿಗೆ ಡಿಕ್ಕಿ ಹೊಡೆದು ರಸ್ತೆ ಬದಿಗೆ ಮಗುಚಿ ಬಿದ್ದಿದೆ. ದ್ವಿಚಕ್ರ ವಾಹನದಲ್ಲಿದ್ದ ಗಂಡ-ಹೆಂಡತಿ ಬೆಂಗಳೂರು ರಸ್ತೆಯಲ್ಲಿರುವ ಮೈಜಪುರಿಗೆ ಬರುತ್ತಿದ್ದರು. ಸವಾರರಿಗೆ ಯಾವುದೇ ಅಪಾಯವಾಗಿಲ್ಲ, ಆದರೆ ಪತ್ನಿ ಪ್ರೀತಿ ತೀವ್ರವಾಗಿ ಗಾಯಗೊಂಡಿದ್ದಾರೆ. ಟೆಂಪೋ ಚಾಲಕ ಪರಾರಿಯಾಗಿದ್ದಾನೆ. ಗಾಯಾಳುಗಳನ್ನು ನಗರದ ಸಾರ್ವಜನಿಕ ಆಸ್ಪತ್ರೆಗೆ ಸಾಗಿಸಿ ಪ್ರಥಮ ಚಿಕಿತ್ಸೆ ನೀಡಲಾಗಿದೆ. ಗಂಭೀರವಾಗಿ ಗಾಯಗೊಂಡಿದ್ದ ಪ್ರೀತಿಯನ್ನು ಚಿಕ್ಕಬಳ್ಳಾಪುರಕ್ಕೆ ಕಳುಹಿಸಿಕೊಡಲಾಗಿದೆ. ಗ್ರಾಮಾಂತರ ಠಾಣೆ ಪೊಲೀಸರು ಸ್ಥಳಕ್ಕೆ ಭೇಟಿ ನೀಡಿ ಪರಿಶೀಲಿಸಿ, ಪ್ರಕರಣ ದಾಖಲಿಸಿಕೊಂಡು ಮುಂದಿನ ಕ್ರಮ ಕೈಗೊಂಡಿದ್ದಾರೆ.: [6, 364, 236, 493]
- icar-headline-line2: ವಿಸ್ತರಣಾ ಸೇವೆಗಳಲ್ಲಿ ಡಿಪ್ಲೋಮಾ ಪ್ರಮಾಣ ಪತ್ರ ವಿತರಣಾ ಸಮಾರಂಭ: [306, 950, 877, 981]
- paragraph: ಕೋಲಾರ: ಅಖಿಲ ಕರ್ನಾಟಕ ಡಾ. ರಾಜ್‌ಕುಮಾರ್ ಅಭಿಮಾನಿಗಳ ಸಂಘ ಕೋಲಾರ, ಸ್ವಾಮಿ ವಿವೇಕಾನಂದ ಯುವಕರ ಕ್ರೀಡಾ ಸಂಘ ಗಲ್ ಪೇಟೆ-ಪಾಲಸಂದ್ರ ಬಡಾವಣೆ, ರಾಶಿರಾಷ್ಟ್ರ ಹಾಗೂ ರಾಜವಂಶ ಯುವಪಡೆ ಕೋಲಾರ ಇವರ ಸಂಯುಕ್ತಾಶ್ರಯದಲ್ಲಿ ಕರ್ನಾಟಕ ರತ್ನ ಪವರ್ ಸ್ಟಾರ್, ರಾಜರತ್ನ, ಅಭಿಮಾನಿಗಳ ಪರಮಾತ್ಮ ಡಾ.ಪುನೀತ್ ರಾಜ್‌ಕುಮಾರ್ ರವರ ಮೂರನೇ ವರ್ಷದ ಪುಣ್ಯಸ್ಮರಣೆ ಕಾರ್ಯಕ್ರಮವನ್ನು ಅ. 29ರಂದು ಬೆಳಿಗ್ಗೆ 11 ಗಂಟೆಗೆ ನಗರದ ಪೊಲೀಸ್ ಕವಾಯತ್ ಮೈದಾನದ ಸಮೀಪದ ಡಾ.: [243, 658, 356, 809]
- taluk-headline: “ತಾಲೂಕು ಅಭಿವೃದ್ಧಿಯತ್ತ ಗಮನಹರಿಸಿ”: [40, 872, 202, 918]
- bottom-section-rule: [243, 910, 940, 912]
- icar-headline: [243, 916, 940, 984]
- page-number-label: ದ್ವಿತೀಯ ಪುಟ: [81, 17, 132, 30]
- article-icar: [243, 916, 940, 1514]
- puneeth-body: [243, 659, 476, 868]
- icar-headline-line1: ಐಸಿಎಆರ್-ಕೃಷಿ ವಿಜ್ಞಾನ ಕೇಂದ್ರದಲ್ಲಿ ಕೃಷಿ ಪರಿಕರ ಮಾರಾಟಗಾರರಿಗೆ ಕೃಷಿ: [292, 917, 891, 947]
- second-column: [243, 37, 476, 908]
- taluk-body: [6, 1026, 236, 1244]
- chutuku-line-1: ಹಸಿವು ಅರಿತವಂಗೆ ಊಟದಾ ರುಚಿ ಸಾಧ್ಯ: [60, 136, 182, 148]
- left-column: [6, 37, 236, 1248]
- divider-rule: [6, 733, 236, 734]
- paragraph: ಪುನೀತ್ ರಾಜ್‌ಕುಮಾರ್‌ರವರ ಪುತ್ಥಳಿ ಬಳಿ ಹಮ್ಮಿಕೊಳ್ಳಲಾಗಿದೆ ಹೆಚ್ಚಿನ ಸಂಖ್ಯೆಯಲ್ಲಿ ಪುನೀತ ಕನ್ನಡಿಗರು ಆಗಮಿಸಿ ಕಾರ್ಯಕ್ರಮವನ್ನು ಯಶಸ್ವಿಗೊಳಿಸ ಬೇಕೆಂದು ರಾಶಿರಾಷ್ಟ್ರ ಅಭಿಮಾನಿಗಳ ಸಂಘದ ಜಿಲ್ಲಾಧ್ಯಕ್ಷ ಕೆ.ಪಿ. ಶ್ರೀಕಾಂತ್‌ಗೌಡ ಪ್ರಕಟಣೆಯಲ್ಲಿ ತಿಳಿಸಿದ್ದಾರೆ.: [363, 779, 476, 866]
- pledge-body: [243, 204, 476, 596]
